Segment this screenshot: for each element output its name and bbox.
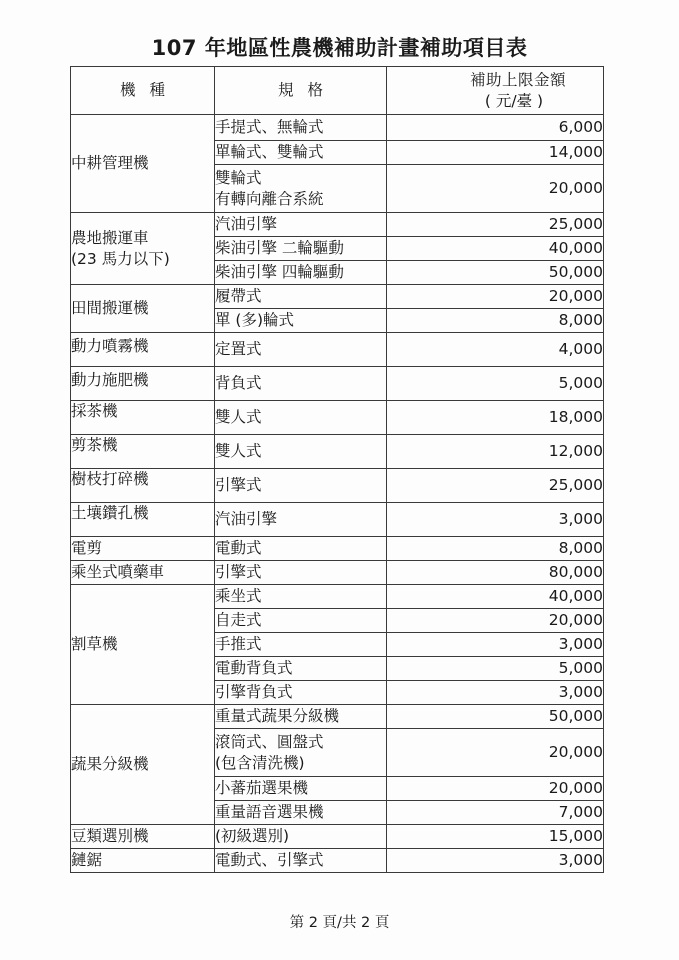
machine-type-cell [71, 115, 215, 213]
specification-cell [215, 657, 387, 681]
specification-text: 單 (多)輪式 [215, 311, 295, 329]
table-row [71, 285, 604, 309]
specification-text: 背負式 [215, 374, 262, 392]
table-row [71, 585, 604, 609]
machine-type-text: 乘坐式噴藥車 [71, 563, 165, 581]
specification-cell [215, 585, 387, 609]
machine-type-text: 中耕管理機 [71, 154, 149, 172]
subsidy-amount-cell: 8,000 [387, 309, 604, 333]
machine-type-cell [71, 705, 215, 825]
specification-cell [215, 367, 387, 401]
specification-cell [215, 285, 387, 309]
specification-cell [215, 537, 387, 561]
header-machine-type: 機種 [71, 67, 215, 115]
specification-cell [215, 681, 387, 705]
subsidy-amount-cell: 20,000 [387, 609, 604, 633]
machine-type-cell [71, 330, 215, 364]
header-specification: 規格 [215, 67, 387, 115]
page-title: 107 年地區性農機補助計畫補助項目表 [151, 36, 528, 60]
specification-text: 柴油引擎 二輪驅動 [215, 239, 344, 257]
machine-type-text: 蔬果分級機 [71, 755, 149, 773]
specification-text: 單輪式、雙輪式 [215, 143, 324, 161]
specification-text: (包含清洗機) [215, 753, 305, 772]
machine-type-cell [71, 825, 215, 849]
specification-cell [215, 435, 387, 469]
subsidy-amount-cell: 5,000 [387, 657, 604, 681]
machine-type-cell [71, 429, 215, 463]
subsidy-amount-cell: 15,000 [387, 825, 604, 849]
specification-text: (初級選別) [215, 827, 290, 845]
subsidy-amount-cell: 5,000 [387, 367, 604, 401]
specification-text: 雙人式 [215, 442, 262, 460]
machine-type-text: 豆類選別機 [71, 827, 149, 845]
table-body [71, 115, 604, 873]
machine-type-cell [71, 285, 215, 333]
specification-cell [215, 213, 387, 237]
table-row [71, 849, 604, 873]
specification-cell [215, 261, 387, 285]
subsidy-amount-cell: 3,000 [387, 503, 604, 537]
machine-type-text: 電剪 [71, 539, 103, 557]
specification-cell [215, 115, 387, 141]
subsidy-amount-cell: 20,000 [387, 729, 604, 777]
subsidy-amount-cell: 20,000 [387, 777, 604, 801]
specification-cell [215, 165, 387, 213]
specification-cell [215, 633, 387, 657]
subsidy-amount-cell: 6,000 [387, 115, 604, 141]
specification-text: 自走式 [215, 611, 262, 629]
machine-type-text: 樹枝打碎機 [71, 470, 149, 488]
specification-text: 有轉向離合系統 [215, 189, 324, 208]
specification-text: 手推式 [215, 635, 262, 653]
specification-text: 引擎式 [215, 563, 262, 581]
subsidy-amount-cell: 50,000 [387, 705, 604, 729]
machine-type-cell [71, 537, 215, 561]
subsidy-amount-cell: 40,000 [387, 585, 604, 609]
machine-type-text: 動力噴霧機 [71, 337, 149, 355]
specification-text: 汽油引擎 [215, 510, 278, 528]
subsidy-amount-cell: 20,000 [387, 165, 604, 213]
machine-type-text: 動力施肥機 [71, 371, 149, 389]
specification-text: 滾筒式、圓盤式 [215, 732, 324, 751]
page-number: 第 2 頁/共 2 頁 [289, 915, 390, 931]
specification-text: 引擎背負式 [215, 683, 293, 701]
subsidy-amount-cell: 3,000 [387, 633, 604, 657]
specification-cell [215, 825, 387, 849]
machine-type-cell [71, 364, 215, 398]
specification-text: 柴油引擎 四輪驅動 [215, 263, 344, 281]
specification-text: 電動式 [215, 539, 262, 557]
specification-text: 乘坐式 [215, 587, 262, 605]
specification-cell [215, 469, 387, 503]
subsidy-items-table [70, 66, 604, 873]
specification-text: 重量語音選果機 [215, 803, 324, 821]
subsidy-amount-cell: 18,000 [387, 401, 604, 435]
machine-type-cell [71, 213, 215, 285]
table-row [71, 537, 604, 561]
header-subsidy-cap [387, 67, 604, 115]
subsidy-amount-cell: 25,000 [387, 213, 604, 237]
machine-type-cell [71, 463, 215, 497]
machine-type-text: 農地搬運車 [71, 228, 149, 247]
subsidy-amount-cell: 3,000 [387, 681, 604, 705]
specification-text: 重量式蔬果分級機 [215, 707, 340, 725]
specification-cell [215, 237, 387, 261]
subsidy-amount-cell: 40,000 [387, 237, 604, 261]
specification-text: 履帶式 [215, 287, 262, 305]
table-row [71, 503, 604, 537]
subsidy-amount-cell: 3,000 [387, 849, 604, 873]
specification-cell [215, 609, 387, 633]
specification-text: 定置式 [215, 340, 262, 358]
subsidy-amount-cell: 4,000 [387, 333, 604, 367]
machine-type-text: 割草機 [71, 635, 118, 653]
table-row [71, 825, 604, 849]
machine-type-text: 採茶機 [71, 402, 118, 420]
machine-type-text: 鏈鋸 [71, 851, 103, 869]
table-row [71, 333, 604, 367]
specification-cell [215, 801, 387, 825]
specification-cell [215, 561, 387, 585]
subsidy-amount-cell: 12,000 [387, 435, 604, 469]
machine-type-cell [71, 561, 215, 585]
machine-type-text: 剪茶機 [71, 436, 118, 454]
subsidy-amount-cell: 80,000 [387, 561, 604, 585]
table-row [71, 115, 604, 141]
machine-type-cell [71, 585, 215, 705]
subsidy-amount-cell: 50,000 [387, 261, 604, 285]
specification-cell [215, 141, 387, 165]
specification-cell [215, 309, 387, 333]
specification-cell [215, 333, 387, 367]
specification-cell [215, 729, 387, 777]
machine-type-text: (23 馬力以下) [71, 249, 170, 268]
machine-type-cell [71, 395, 215, 429]
machine-type-cell [71, 497, 215, 531]
subsidy-amount-cell: 8,000 [387, 537, 604, 561]
specification-text: 汽油引擎 [215, 215, 278, 233]
subsidy-amount-cell: 20,000 [387, 285, 604, 309]
table-row [71, 561, 604, 585]
machine-type-text: 田間搬運機 [71, 299, 149, 317]
header-subsidy-cap-line1: 補助上限金額 [469, 70, 566, 89]
table-row [71, 213, 604, 237]
specification-cell [215, 849, 387, 873]
specification-cell [215, 503, 387, 537]
header-subsidy-cap-unit: ( 元/臺 ) [484, 91, 544, 110]
machine-type-cell [71, 849, 215, 873]
specification-text: 電動背負式 [215, 659, 293, 677]
specification-text: 引擎式 [215, 476, 262, 494]
specification-text: 手提式、無輪式 [215, 118, 324, 136]
specification-cell [215, 705, 387, 729]
specification-text: 雙輪式 [215, 168, 262, 187]
machine-type-text: 土壤鑽孔機 [71, 504, 149, 522]
subsidy-amount-cell: 14,000 [387, 141, 604, 165]
subsidy-amount-cell: 25,000 [387, 469, 604, 503]
specification-cell [215, 401, 387, 435]
specification-text: 雙人式 [215, 408, 262, 426]
subsidy-amount-cell: 7,000 [387, 801, 604, 825]
specification-text: 小蕃茄選果機 [215, 779, 309, 797]
specification-text: 電動式、引擎式 [215, 851, 324, 869]
specification-cell [215, 777, 387, 801]
table-row [71, 705, 604, 729]
